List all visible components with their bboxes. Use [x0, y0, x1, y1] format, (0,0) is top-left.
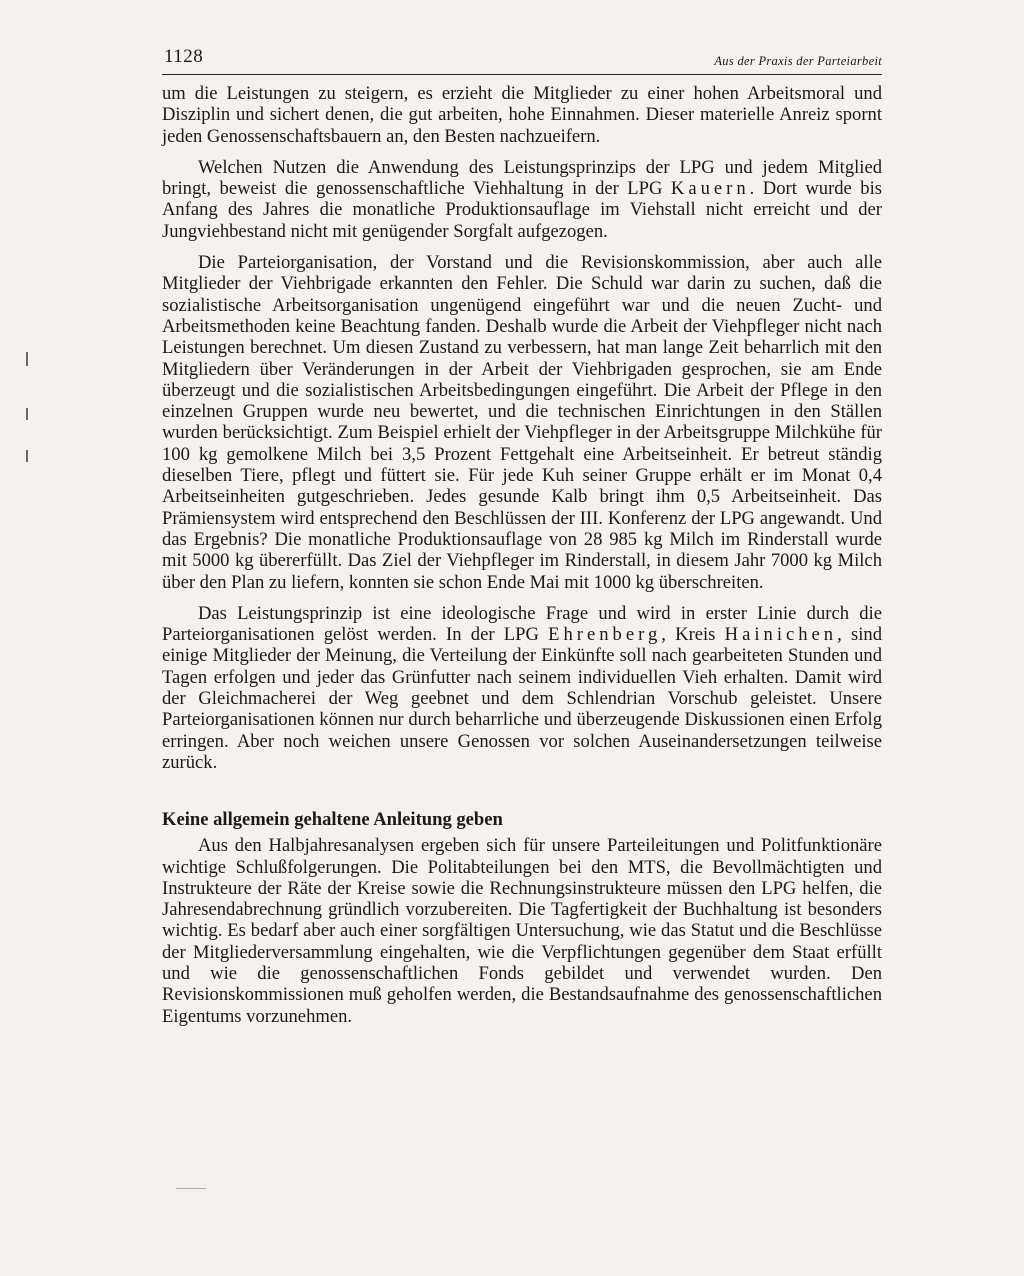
scan-mark [176, 1188, 206, 1189]
spaced-name: Ehrenberg [548, 624, 662, 646]
scan-mark [26, 352, 28, 366]
text-run: um die Leistungen zu steigern, es erzieht die Mitglieder zu einer hohen Arbeitsmoral und Disziplin und sichert denen, die gut arbeiten, hohe Einnahmen. Dieser materielle Anreiz spornt jeden Genossenschaftsbauern an, den Besten nachzueifern. [162, 83, 882, 147]
text-run: Die Parteiorganisation, der Vorstand und die Revisionskommission, aber auch alle Mitglieder der Viehbrigade erkannten den Fehler. Die Schuld war darin zu suchen, daß die sozialistische Arbeitsorganisation ungenügend eingeführt war und die neuen Zucht- und Arbeitsmethoden keine Beachtung fanden. Deshalb wurde die Arbeit der Viehpfleger nicht nach Leistungen berechnet. Um diesen Zustand zu verbessern, hat man lange Zeit beharrlich mit den Mitgliedern über Veränderungen in der Arbeit der Viehbrigaden gesprochen, sie am Ende überzeugt und die sozialistischen Arbeitsbedingungen eingeführt. Die Arbeit der Pflege in den einzelnen Gruppen wurde neu bewertet, und die technischen Einrichtungen in den Ställen wurden berücksichtigt. Zum Beispiel erhielt der Viehpfleger in der Arbeitsgruppe Milchkühe für 100 kg gemolkene Milch bei 3,5 Prozent Fettgehalt eine Arbeitseinheit. Er betreut ständig dieselben Tiere, pflegt und füttert sie. Für jede Kuh seiner Gruppe erhält er im Monat 0,4 Arbeitseinheiten gutgeschrieben. Jedes gesunde Kalb bringt ihm 0,5 Arbeitseinheit. Das Prämiensystem wird entsprechend den Beschlüssen der III. Konferenz der LPG angewandt. Und das Ergebnis? Die monatliche Produktionsauflage von 28 985 kg Milch im Rinderstall wurde mit 5000 kg übererfüllt. Das Ziel der Viehpfleger im Rinderstall, in diesem Jahr 7000 kg Milch über den Plan zu liefern, konnten sie schon Ende Mai mit 1000 kg überschreiten. [162, 252, 882, 593]
paragraph [162, 603, 882, 773]
paragraph [162, 835, 882, 1027]
running-head: Aus der Praxis der Parteiarbeit [714, 54, 882, 68]
text-run: . Dort wurde bis Anfang des Jahres die monatliche Produktionsauflage im Viehstall nicht erreicht und der Jungviehbestand nicht mit genügender Sorgfalt aufgezogen. [162, 178, 882, 242]
text-run: Aus den Halbjahresanalysen ergeben sich für unsere Parteileitungen und Politfunktionäre wichtige Schlußfolgerungen. Die Politabteilungen bei den MTS, die Bevollmächtigten und Instrukteure der Räte der Kreise sowie die Rechnungsinstrukteure müssen den LPG helfen, die Jahresendabrechnung gründlich vorzubereiten. Die Tagfertigkeit der Buchhaltung ist besonders wichtig. Es bedarf aber auch einer sorgfältigen Untersuchung, wie das Statut und die Beschlüsse der Mitgliederversammlung eingehalten, wie die Verpflichtungen gegenüber dem Staat erfüllt und wie die genossenschaftlichen Fonds gebildet und verwendet wurden. Den Revisionskommissionen muß geholfen werden, die Bestandsaufnahme des genossenschaftlichen Eigentums vorzunehmen. [162, 835, 882, 1027]
text-run: Das Leistungsprinzip ist eine ideologische Frage und wird in erster Linie durch die Parteiorganisationen gelöst werden. In der LPG [162, 602, 882, 646]
section-heading: Keine allgemein gehaltene Anleitung geben [162, 809, 503, 831]
page-body [162, 83, 882, 1027]
text-run: , sind einige Mitglieder der Meinung, die Verteilung der Einkünfte soll nach gearbeiteten Stunden und Tagen erfolgen und jeder das Grünfutter nach seinem individuellen Vieh erhalten. Damit wird der Gleichmacherei der Weg geebnet und dem Schlendrian Vorschub geleistet. Unsere Parteiorganisationen können nur durch beharrliche und überzeugende Diskussionen einen Erfolg erringen. Aber noch weichen unsere Genossen vor solchen Auseinandersetzungen teilweise zurück. [162, 624, 882, 773]
spaced-name: Kauern [670, 178, 750, 200]
text-run: , Kreis [661, 624, 725, 646]
section-body-text [162, 835, 882, 1027]
text-run: Welchen Nutzen die Anwendung des Leistungsprinzips der LPG und jedem Mitglied bringt, beweist die genossenschaftliche Viehhaltung in der LPG [162, 156, 882, 200]
scan-mark [26, 408, 28, 420]
page-header [162, 44, 882, 75]
paragraph [162, 252, 882, 593]
paragraph [162, 83, 882, 147]
book-page [162, 44, 882, 1037]
body-text [162, 83, 882, 773]
paragraph [162, 157, 882, 242]
spaced-name: Hainichen [724, 624, 838, 646]
scan-mark [26, 450, 28, 462]
page-number: 1128 [164, 46, 204, 67]
